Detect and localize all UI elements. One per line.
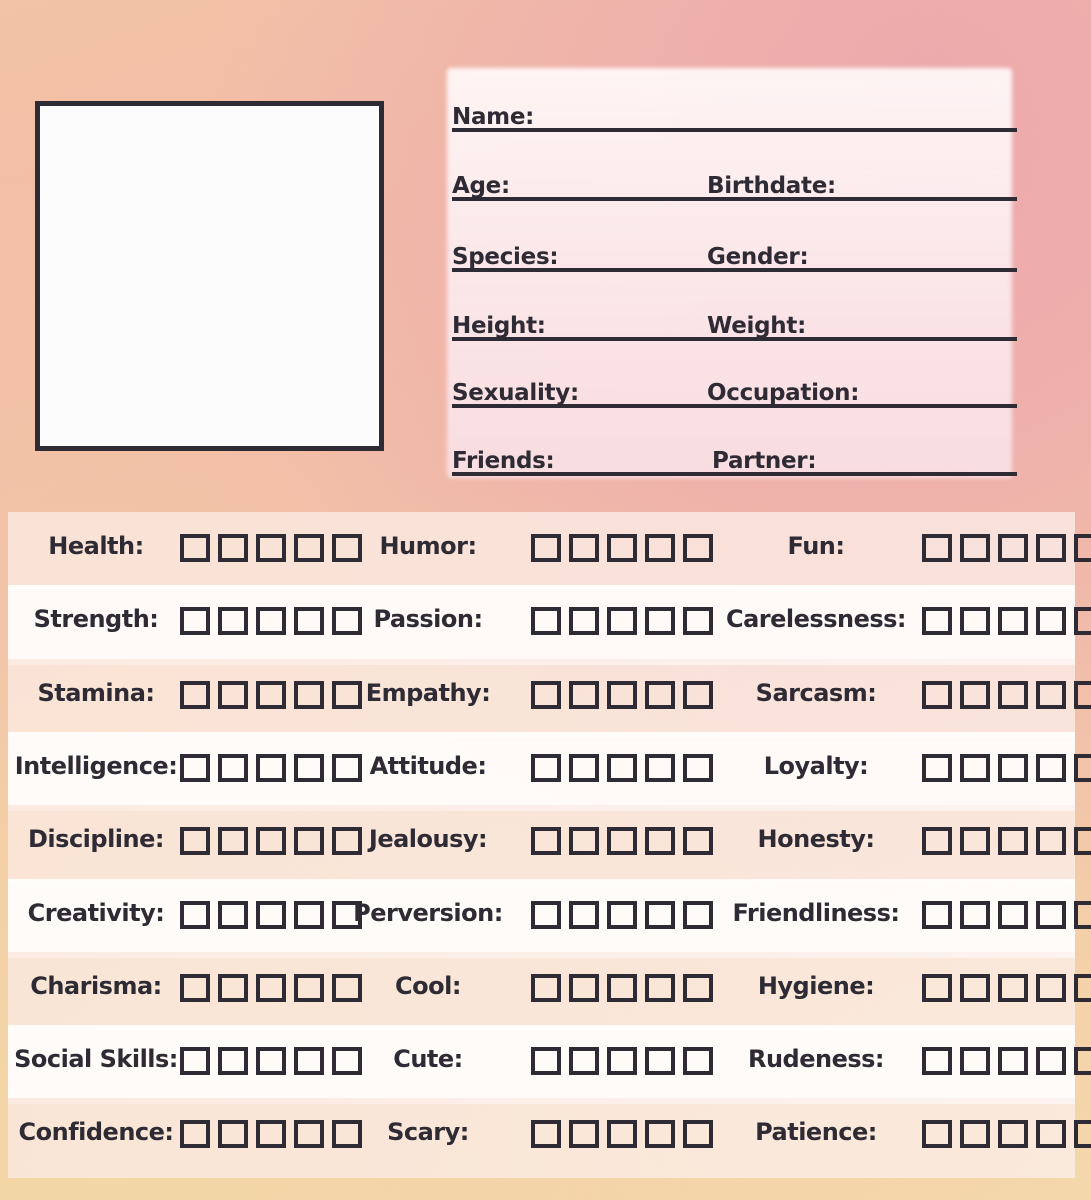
- rating-checkbox[interactable]: [218, 974, 248, 1002]
- rating-boxes: [531, 1120, 713, 1148]
- rating-checkbox[interactable]: [332, 681, 362, 709]
- stat-label: Sarcasm:: [755, 678, 877, 707]
- rating-checkbox[interactable]: [218, 754, 248, 782]
- rating-boxes: [922, 1120, 1091, 1148]
- rating-checkbox[interactable]: [645, 607, 675, 635]
- field-label: Species:: [452, 244, 559, 270]
- rating-checkbox[interactable]: [180, 534, 210, 562]
- rating-checkbox[interactable]: [180, 974, 210, 1002]
- rating-checkbox[interactable]: [1036, 827, 1066, 855]
- rating-checkbox[interactable]: [998, 1047, 1028, 1075]
- rating-checkbox[interactable]: [998, 901, 1028, 929]
- rating-checkbox[interactable]: [1036, 1047, 1066, 1075]
- rating-checkbox[interactable]: [256, 1120, 286, 1148]
- stat-label: Confidence:: [18, 1118, 174, 1147]
- rating-checkbox[interactable]: [607, 827, 637, 855]
- rating-checkbox[interactable]: [332, 754, 362, 782]
- rating-checkbox[interactable]: [1074, 974, 1091, 1002]
- rating-checkbox[interactable]: [645, 901, 675, 929]
- stat-label: Friendliness:: [732, 898, 900, 927]
- rating-checkbox[interactable]: [294, 827, 324, 855]
- rating-boxes: [531, 974, 713, 1002]
- rating-checkbox[interactable]: [218, 534, 248, 562]
- rating-checkbox[interactable]: [922, 901, 952, 929]
- stat-label: Social Skills:: [14, 1045, 178, 1074]
- rating-checkbox[interactable]: [1074, 901, 1091, 929]
- rating-checkbox[interactable]: [922, 681, 952, 709]
- rating-checkbox[interactable]: [531, 1047, 561, 1075]
- rating-checkbox[interactable]: [1074, 754, 1091, 782]
- stat-label: Passion:: [373, 605, 483, 634]
- rating-checkbox[interactable]: [645, 827, 675, 855]
- rating-boxes: [180, 827, 362, 855]
- rating-boxes: [180, 607, 362, 635]
- rating-checkbox[interactable]: [683, 974, 713, 1002]
- rating-checkbox[interactable]: [218, 1047, 248, 1075]
- rating-checkbox[interactable]: [1036, 974, 1066, 1002]
- rating-boxes: [531, 607, 713, 635]
- rating-checkbox[interactable]: [645, 1047, 675, 1075]
- stat-label: Jealousy:: [368, 825, 488, 854]
- rating-checkbox[interactable]: [294, 754, 324, 782]
- field-label: Weight:: [707, 313, 806, 339]
- rating-checkbox[interactable]: [569, 1047, 599, 1075]
- rating-checkbox[interactable]: [960, 1120, 990, 1148]
- rating-checkbox[interactable]: [218, 681, 248, 709]
- rating-checkbox[interactable]: [607, 681, 637, 709]
- rating-boxes: [180, 534, 362, 562]
- rating-checkbox[interactable]: [1074, 534, 1091, 562]
- rating-boxes: [180, 1120, 362, 1148]
- rating-boxes: [922, 681, 1091, 709]
- rating-checkbox[interactable]: [1036, 901, 1066, 929]
- rating-checkbox[interactable]: [332, 1120, 362, 1148]
- rating-checkbox[interactable]: [569, 754, 599, 782]
- rating-boxes: [531, 754, 713, 782]
- rating-boxes: [531, 1047, 713, 1075]
- rating-checkbox[interactable]: [332, 607, 362, 635]
- rating-checkbox[interactable]: [569, 534, 599, 562]
- stat-label: Charisma:: [30, 971, 162, 1000]
- rating-boxes: [922, 754, 1091, 782]
- stat-label: Empathy:: [365, 678, 491, 707]
- rating-checkbox[interactable]: [683, 1047, 713, 1075]
- rating-boxes: [922, 827, 1091, 855]
- rating-boxes: [180, 974, 362, 1002]
- rating-checkbox[interactable]: [645, 974, 675, 1002]
- rating-checkbox[interactable]: [569, 901, 599, 929]
- field-row[interactable]: [452, 364, 1017, 408]
- rating-checkbox[interactable]: [1036, 1120, 1066, 1148]
- rating-checkbox[interactable]: [294, 1120, 324, 1148]
- rating-checkbox[interactable]: [645, 534, 675, 562]
- stat-label: Humor:: [379, 532, 477, 560]
- rating-boxes: [531, 901, 713, 929]
- rating-checkbox[interactable]: [256, 534, 286, 562]
- stat-label: Creativity:: [27, 898, 165, 927]
- rating-checkbox[interactable]: [256, 681, 286, 709]
- rating-checkbox[interactable]: [294, 534, 324, 562]
- rating-checkbox[interactable]: [645, 754, 675, 782]
- rating-boxes: [922, 901, 1091, 929]
- rating-checkbox[interactable]: [998, 607, 1028, 635]
- rating-checkbox[interactable]: [607, 534, 637, 562]
- rating-boxes: [922, 607, 1091, 635]
- rating-checkbox[interactable]: [218, 607, 248, 635]
- field-row[interactable]: [452, 432, 1017, 476]
- rating-checkbox[interactable]: [960, 607, 990, 635]
- rating-checkbox[interactable]: [683, 607, 713, 635]
- stat-label: Cute:: [393, 1045, 463, 1074]
- rating-checkbox[interactable]: [998, 827, 1028, 855]
- field-label: Age:: [452, 173, 510, 199]
- rating-checkbox[interactable]: [683, 1120, 713, 1148]
- field-label: Gender:: [707, 244, 809, 270]
- rating-checkbox[interactable]: [645, 681, 675, 709]
- rating-checkbox[interactable]: [607, 754, 637, 782]
- stat-label: Perversion:: [353, 898, 503, 927]
- rating-checkbox[interactable]: [960, 754, 990, 782]
- stat-label: Loyalty:: [763, 751, 869, 780]
- rating-checkbox[interactable]: [1036, 681, 1066, 709]
- rating-checkbox[interactable]: [569, 1120, 599, 1148]
- rating-checkbox[interactable]: [1074, 607, 1091, 635]
- stat-label: Strength:: [33, 605, 159, 634]
- rating-checkbox[interactable]: [256, 1047, 286, 1075]
- rating-boxes: [531, 534, 713, 562]
- field-label: Partner:: [712, 448, 817, 474]
- rating-checkbox[interactable]: [960, 681, 990, 709]
- rating-checkbox[interactable]: [607, 901, 637, 929]
- stat-label: Intelligence:: [14, 751, 178, 780]
- rating-checkbox[interactable]: [569, 974, 599, 1002]
- rating-checkbox[interactable]: [180, 1120, 210, 1148]
- rating-boxes: [922, 1047, 1091, 1075]
- stat-label: Attitude:: [369, 751, 487, 780]
- field-label: Friends:: [452, 448, 555, 474]
- rating-checkbox[interactable]: [256, 607, 286, 635]
- rating-checkbox[interactable]: [569, 827, 599, 855]
- rating-checkbox[interactable]: [569, 607, 599, 635]
- rating-checkbox[interactable]: [922, 974, 952, 1002]
- rating-checkbox[interactable]: [607, 1120, 637, 1148]
- rating-checkbox[interactable]: [531, 754, 561, 782]
- rating-checkbox[interactable]: [683, 754, 713, 782]
- rating-checkbox[interactable]: [256, 754, 286, 782]
- rating-checkbox[interactable]: [683, 901, 713, 929]
- rating-checkbox[interactable]: [998, 534, 1028, 562]
- rating-checkbox[interactable]: [998, 681, 1028, 709]
- stat-label: Rudeness:: [747, 1045, 885, 1074]
- rating-checkbox[interactable]: [531, 901, 561, 929]
- rating-checkbox[interactable]: [294, 901, 324, 929]
- rating-boxes: [922, 534, 1091, 562]
- rating-checkbox[interactable]: [569, 681, 599, 709]
- rating-checkbox[interactable]: [531, 607, 561, 635]
- rating-boxes: [531, 681, 713, 709]
- rating-checkbox[interactable]: [180, 827, 210, 855]
- rating-checkbox[interactable]: [218, 901, 248, 929]
- rating-checkbox[interactable]: [960, 534, 990, 562]
- profile-photo-box[interactable]: [35, 101, 384, 451]
- stat-label: Health:: [48, 532, 144, 560]
- rating-checkbox[interactable]: [332, 974, 362, 1002]
- rating-checkbox[interactable]: [960, 827, 990, 855]
- rating-boxes: [180, 754, 362, 782]
- rating-checkbox[interactable]: [332, 1047, 362, 1075]
- stat-label: Hygiene:: [757, 971, 875, 1000]
- stat-label: Discipline:: [28, 825, 164, 854]
- rating-checkbox[interactable]: [531, 681, 561, 709]
- rating-checkbox[interactable]: [256, 827, 286, 855]
- rating-checkbox[interactable]: [294, 681, 324, 709]
- rating-checkbox[interactable]: [180, 607, 210, 635]
- rating-checkbox[interactable]: [607, 1047, 637, 1075]
- rating-checkbox[interactable]: [922, 607, 952, 635]
- rating-checkbox[interactable]: [683, 827, 713, 855]
- field-label: Name:: [452, 104, 535, 130]
- rating-checkbox[interactable]: [922, 754, 952, 782]
- rating-checkbox[interactable]: [218, 1120, 248, 1148]
- rating-checkbox[interactable]: [294, 1047, 324, 1075]
- rating-checkbox[interactable]: [607, 607, 637, 635]
- stat-label: Scary:: [387, 1118, 469, 1147]
- field-label: Occupation:: [707, 380, 860, 406]
- rating-checkbox[interactable]: [922, 1120, 952, 1148]
- rating-checkbox[interactable]: [180, 1047, 210, 1075]
- rating-checkbox[interactable]: [256, 901, 286, 929]
- rating-checkbox[interactable]: [218, 827, 248, 855]
- field-row[interactable]: [452, 157, 1017, 201]
- rating-checkbox[interactable]: [332, 827, 362, 855]
- rating-checkbox[interactable]: [1074, 827, 1091, 855]
- stat-label: Fun:: [787, 532, 845, 560]
- rating-checkbox[interactable]: [180, 901, 210, 929]
- rating-checkbox[interactable]: [332, 534, 362, 562]
- stat-label: Carelessness:: [725, 605, 907, 634]
- rating-checkbox[interactable]: [998, 1120, 1028, 1148]
- rating-checkbox[interactable]: [1036, 534, 1066, 562]
- rating-boxes: [180, 1047, 362, 1075]
- rating-checkbox[interactable]: [294, 607, 324, 635]
- rating-checkbox[interactable]: [922, 827, 952, 855]
- rating-checkbox[interactable]: [294, 974, 324, 1002]
- rating-checkbox[interactable]: [922, 534, 952, 562]
- rating-checkbox[interactable]: [531, 534, 561, 562]
- rating-checkbox[interactable]: [256, 974, 286, 1002]
- stat-label: Patience:: [755, 1118, 877, 1147]
- stat-label: Stamina:: [37, 678, 155, 707]
- rating-checkbox[interactable]: [531, 974, 561, 1002]
- rating-checkbox[interactable]: [1036, 754, 1066, 782]
- rating-checkbox[interactable]: [998, 754, 1028, 782]
- rating-checkbox[interactable]: [645, 1120, 675, 1148]
- field-label: Sexuality:: [452, 380, 579, 406]
- rating-checkbox[interactable]: [531, 1120, 561, 1148]
- stat-label: Cool:: [395, 971, 461, 1000]
- rating-boxes: [180, 681, 362, 709]
- rating-checkbox[interactable]: [1036, 607, 1066, 635]
- rating-checkbox[interactable]: [683, 681, 713, 709]
- rating-boxes: [922, 974, 1091, 1002]
- rating-checkbox[interactable]: [180, 681, 210, 709]
- field-row[interactable]: [452, 228, 1017, 272]
- rating-checkbox[interactable]: [1074, 1047, 1091, 1075]
- rating-checkbox[interactable]: [531, 827, 561, 855]
- rating-checkbox[interactable]: [960, 974, 990, 1002]
- rating-checkbox[interactable]: [1074, 1120, 1091, 1148]
- rating-checkbox[interactable]: [607, 974, 637, 1002]
- field-label: Height:: [452, 313, 546, 339]
- rating-checkbox[interactable]: [998, 974, 1028, 1002]
- rating-boxes: [180, 901, 362, 929]
- field-row[interactable]: [452, 297, 1017, 341]
- stat-label: Honesty:: [757, 825, 875, 854]
- rating-checkbox[interactable]: [960, 1047, 990, 1075]
- field-row[interactable]: [452, 88, 1017, 132]
- rating-checkbox[interactable]: [1074, 681, 1091, 709]
- rating-checkbox[interactable]: [922, 1047, 952, 1075]
- rating-boxes: [531, 827, 713, 855]
- rating-checkbox[interactable]: [960, 901, 990, 929]
- rating-checkbox[interactable]: [683, 534, 713, 562]
- field-label: Birthdate:: [707, 173, 836, 199]
- stats-panel: [8, 515, 1075, 1165]
- rating-checkbox[interactable]: [180, 754, 210, 782]
